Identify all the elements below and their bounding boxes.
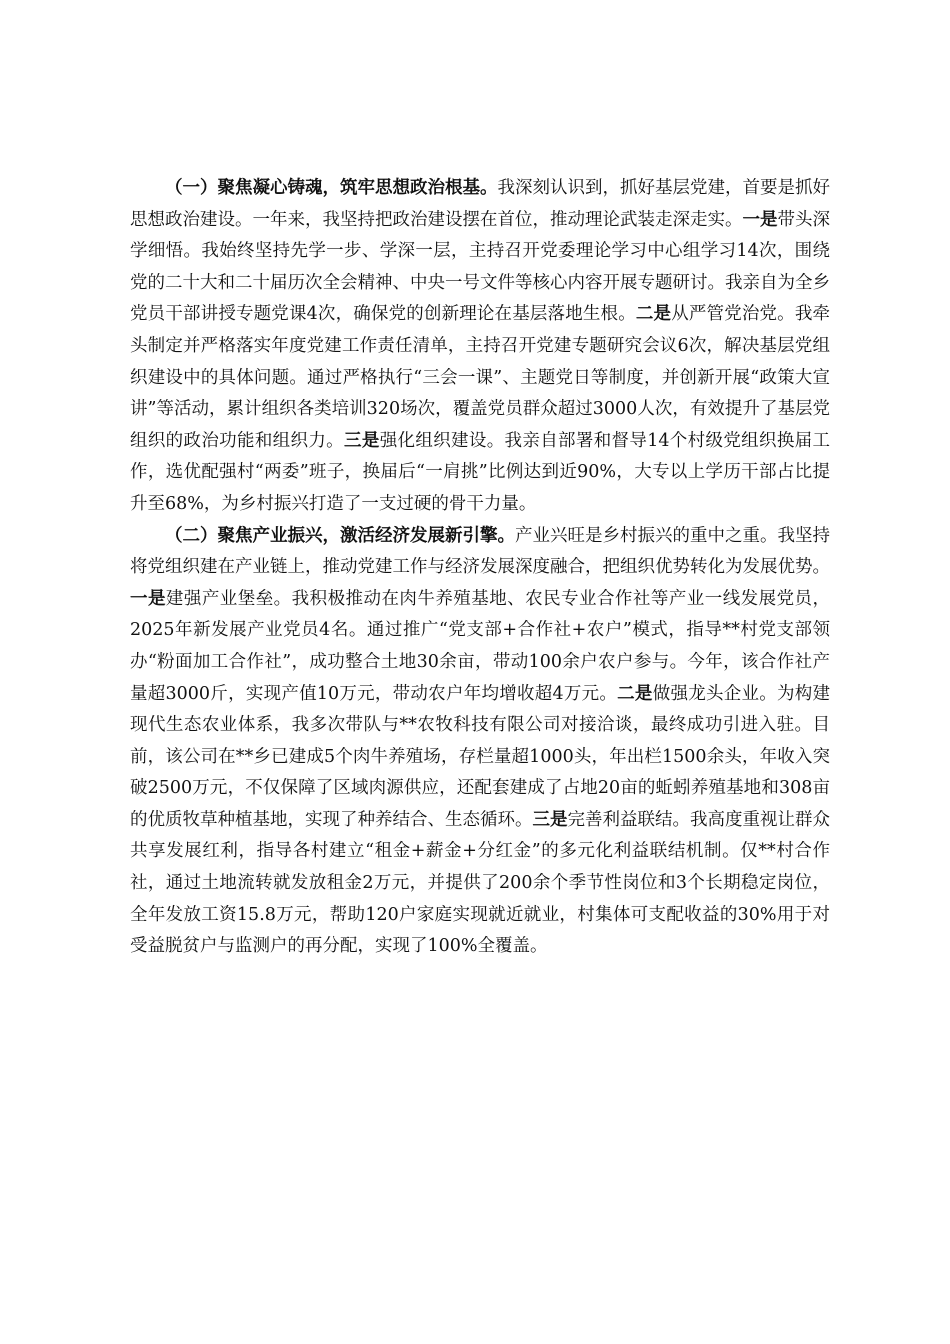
section-2-point-1-label: 一是 [130,588,166,609]
section-2-point-2-label: 二是 [617,683,653,704]
section-1-point-1-text: 带头深学细悟。我始终坚持先学一步、学深一层，主持召开党委理论学习中心组学习14次，围绕党的二十大和二十届历次全会精神、中央一号文件等核心内容开展专题研讨。我亲自为全乡党员干部讲授专题党课4次，确保党的创新理论在基层落地生根。 [130,209,830,325]
section-1-point-1-label: 一是 [742,209,778,230]
section-2-paragraph [130,521,830,963]
section-1-intro: 我深刻认识到，抓好基层党建，首要是抓好思想政治建设。一年来，我坚持把政治建设摆在首位，推动理论武装走深走实。 [130,178,830,230]
document-page [130,173,830,963]
section-2-point-2-text: 做强龙头企业。为构建现代生态农业体系，我多次带队与**农牧科技有限公司对接洽谈，最终成功引进入驻。目前，该公司在**乡已建成5个肉牛养殖场，存栏量超1000头，年出栏1500余头，年收入突破2500万元，不仅保障了区域肉源供应，还配套建成了占地20亩的蚯蚓养殖基地和308亩的优质牧草种植基地，实现了种养结合、生态循环。 [130,683,831,830]
section-2-point-3-text: 完善利益联结。我高度重视让群众共享发展红利，指导各村建立“租金+薪金+分红金”的多元化利益联结机制。仅**村合作社，通过土地流转就发放租金2万元，并提供了200余个季节性岗位和3个长期稳定岗位，全年发放工资15.8万元，帮助120户家庭实现就近就业，村集体可支配收益的30%用于对受益脱贫户与监测户的再分配，实现了100%全覆盖。 [130,809,830,957]
section-1-heading: （一）聚焦凝心铸魂，筑牢思想政治根基。 [165,178,498,198]
section-2-intro: 产业兴旺是乡村振兴的重中之重。我坚持将党组织建在产业链上，推动党建工作与经济发展深度融合，把组织优势转化为发展优势。 [130,525,830,578]
section-1-point-2-text: 从严管党治党。我牵头制定并严格落实年度党建工作责任清单，主持召开党建专题研究会议6次，解决基层党组织建设中的具体问题。通过严格执行“三会一课”、主题党日等制度，并创新开展“政策大宣讲”等活动，累计组织各类培训320场次，覆盖党员群众超过3000人次，有效提升了基层党组织的政治功能和组织力。 [130,304,831,451]
section-1-point-3-label: 三是 [344,430,380,451]
section-1-point-3-text: 强化组织建设。我亲自部署和督导14个村级党组织换届工作，选优配强村“两委”班子，换届后“一肩挑”比例达到近90%，大专以上学历干部占比提升至68%，为乡村振兴打造了一支过硬的骨干力量。 [130,430,830,514]
section-1-paragraph [130,173,830,521]
section-2-point-3-label: 三是 [532,809,568,830]
section-2-point-1-text: 建强产业堡垒。我积极推动在肉牛养殖基地、农民专业合作社等产业一线发展党员，2025年新发展产业党员4名。通过推广“党支部+合作社+农户”模式，指导**村党支部领办“粉面加工合作社”，成功整合土地30余亩，带动100余户农户参与。今年，该合作社产量超3000斤，实现产值10万元，带动农户年均增收超4万元。 [130,588,830,704]
section-1-point-2-label: 二是 [635,304,672,325]
section-2-heading: （二）聚焦产业振兴，激活经济发展新引擎。 [165,525,515,546]
